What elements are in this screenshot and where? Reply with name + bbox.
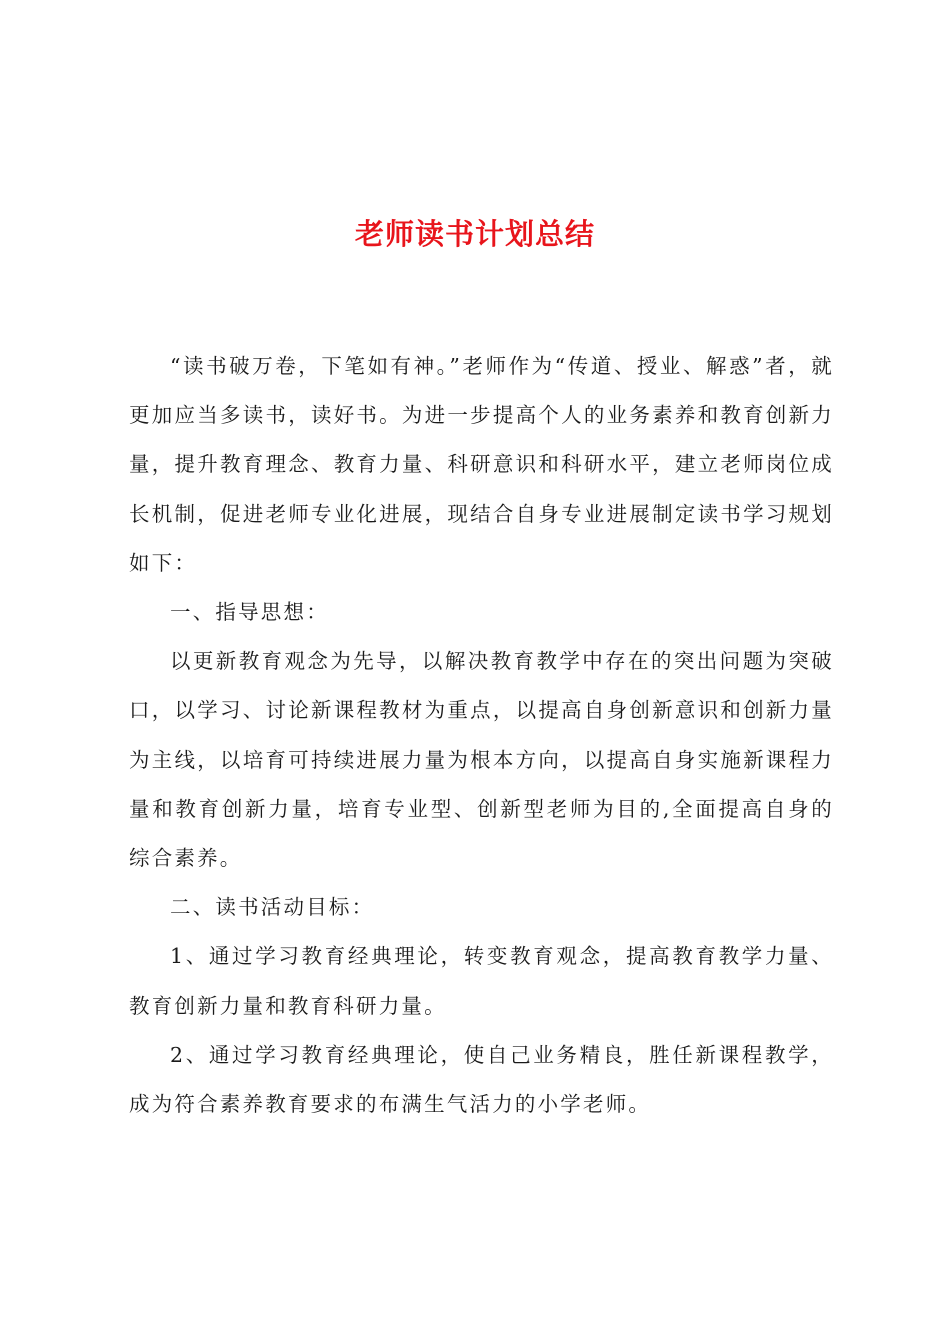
- goal-item-1: 1、通过学习教育经典理论，转变教育观念，提高教育教学力量、教育创新力量和教育科研力量。: [129, 944, 834, 1018]
- intro-paragraph: “读书破万卷，下笔如有神。”老师作为“传道、授业、解惑”者，就更加应当多读书，读好书。为进一步提高个人的业务素养和教育创新力量，提升教育理念、教育力量、科研意识和科研水平，建立老师岗位成长机制，促进老师专业化进展，现结合自身专业进展制定读书学习规划如下：: [129, 354, 834, 575]
- guiding-thought-paragraph: 以更新教育观念为先导，以解决教育教学中存在的突出问题为突破口，以学习、讨论新课程教材为重点，以提高自身创新意识和创新力量为主线，以培育可持续进展力量为根本方向，以提高自身实施新课程力量和教育创新力量，培育专业型、创新型老师为目的,全面提高自身的综合素养。: [129, 649, 834, 871]
- section-heading-reading-goals: 二、读书活动目标：: [170, 895, 375, 920]
- goal-item-2: 2、通过学习教育经典理论，使自己业务精良，胜任新课程教学，成为符合素养教育要求的布满生气活力的小学老师。: [129, 1042, 834, 1117]
- document-title: 老师读书计划总结: [354, 217, 595, 251]
- section-heading-guiding-thought: 一、指导思想：: [170, 600, 329, 625]
- document-body: [129, 342, 834, 1129]
